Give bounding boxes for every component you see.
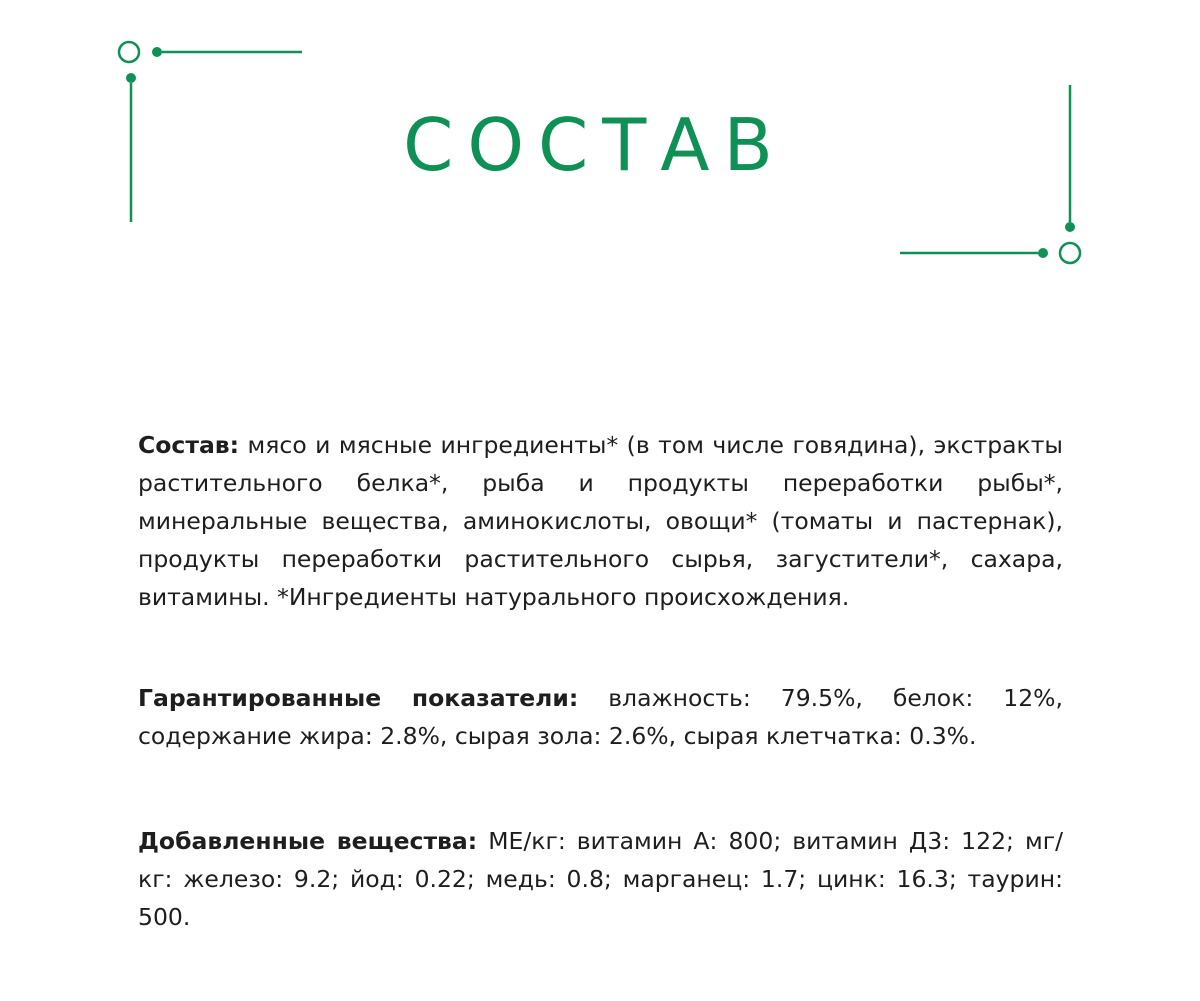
dot-icon (1065, 222, 1075, 232)
guaranteed-analysis-text: влажность: 79.5%, белок: 12%, содержание жира: 2.8%, сырая зола: 2.6%, сырая клетчатка: 0.3%. (138, 684, 1063, 750)
ring-icon (1060, 243, 1080, 263)
additives-label: Добавленные вещества: (138, 827, 478, 855)
page-title: СОСТАВ (403, 103, 787, 187)
dot-icon (126, 73, 136, 83)
composition-paragraph (138, 426, 1063, 616)
guaranteed-analysis-paragraph (138, 679, 1063, 755)
guaranteed-analysis-label: Гарантированные показатели: (138, 684, 579, 712)
additives-paragraph (138, 822, 1063, 936)
composition-text: мясо и мясные ингредиенты* (в том числе говядина), экстракты растительного белка*, рыба и продукты переработки рыбы*, минеральные вещества, аминокислоты, овощи* (томаты и пастернак), продукты переработки растительного сырья, загустители*, сахара, витамины. *Ингредиенты натурального происхождения. (138, 431, 1063, 611)
ring-icon (119, 42, 139, 62)
additives-text: МЕ/кг: витамин А: 800; витамин Д3: 122; мг/кг: железо: 9.2; йод: 0.22; медь: 0.8; марганец: 1.7; цинк: 16.3; таурин: 500. (138, 827, 1063, 931)
dot-icon (1038, 248, 1048, 258)
composition-label: Состав: (138, 431, 240, 459)
dot-icon (152, 47, 162, 57)
